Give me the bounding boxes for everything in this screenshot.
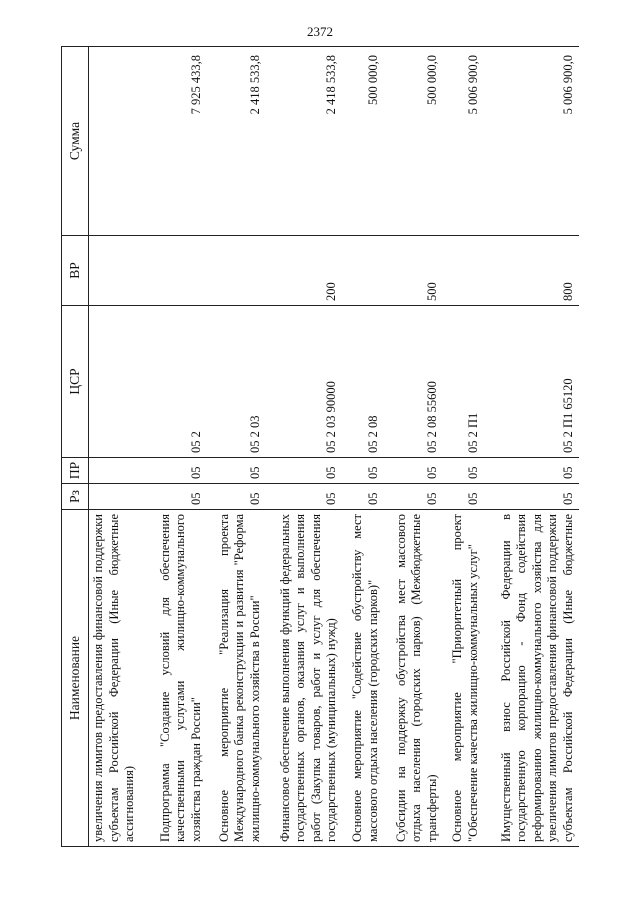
row-pr <box>89 458 149 484</box>
row-rz: 05 <box>443 484 484 510</box>
row-rz: 05 <box>484 484 579 510</box>
header-rz: Рз <box>62 484 89 510</box>
header-name: Наименование <box>62 510 89 847</box>
row-sum: 500 000,0 <box>384 47 443 236</box>
row-sum <box>89 47 149 236</box>
row-name: увеличения лимитов предоставления финансовой поддержки субъектам Российской Федерации (Иные бюджетные ассигнования) <box>89 510 149 847</box>
row-sum: 500 000,0 <box>343 47 384 236</box>
row-sum: 5 006 900,0 <box>443 47 484 236</box>
row-name: Основное мероприятие "Реализация проекта Международного банка реконструкции и развития "Реформа жилищно-коммунального хозяйства в России" <box>207 510 266 847</box>
row-csr: 05 2 03 <box>207 306 266 458</box>
row-csr: 05 2 08 <box>343 306 384 458</box>
row-pr: 05 <box>384 458 443 484</box>
header-vr: ВР <box>62 236 89 306</box>
row-vr: 500 <box>384 236 443 306</box>
row-vr <box>148 236 207 306</box>
row-csr: 05 2 П1 <box>443 306 484 458</box>
table-row <box>484 47 579 847</box>
table-row <box>148 47 207 847</box>
row-csr: 05 2 08 55600 <box>384 306 443 458</box>
row-name: Основное мероприятие "Содействие обустройству мест массового отдыха населения (городских парков)" <box>343 510 384 847</box>
row-name: Основное мероприятие "Приоритетный проект "Обеспечение качества жилищно-коммунальных услуг" <box>443 510 484 847</box>
row-csr: 05 2 П1 65120 <box>484 306 579 458</box>
row-pr: 05 <box>484 458 579 484</box>
row-pr: 05 <box>343 458 384 484</box>
table-row <box>443 47 484 847</box>
page-number: 2372 <box>307 24 333 39</box>
row-rz: 05 <box>343 484 384 510</box>
row-csr: 05 2 <box>148 306 207 458</box>
row-vr <box>443 236 484 306</box>
rotated-page-content <box>61 47 579 847</box>
header-csr: ЦСР <box>62 306 89 458</box>
row-vr <box>343 236 384 306</box>
row-vr <box>89 236 149 306</box>
row-rz: 05 <box>384 484 443 510</box>
row-name: Подпрограмма "Создание условий для обеспечения качественными услугами жилищно-коммунального хозяйства граждан России" <box>148 510 207 847</box>
table-row <box>343 47 384 847</box>
row-csr: 05 2 03 90000 <box>266 306 343 458</box>
table-header-row <box>62 47 89 847</box>
row-vr <box>207 236 266 306</box>
row-name: Субсидии на поддержку обустройства мест массового отдыха населения (городских парков) (Межбюджетные трансферты) <box>384 510 443 847</box>
row-rz <box>89 484 149 510</box>
row-vr: 200 <box>266 236 343 306</box>
budget-table <box>61 46 579 847</box>
table-row <box>89 47 149 847</box>
row-rz: 05 <box>207 484 266 510</box>
row-sum: 2 418 533,8 <box>266 47 343 236</box>
table-row <box>266 47 343 847</box>
row-sum: 7 925 433,8 <box>148 47 207 236</box>
row-vr: 800 <box>484 236 579 306</box>
row-csr <box>89 306 149 458</box>
table-row <box>384 47 443 847</box>
table-row <box>207 47 266 847</box>
row-sum: 2 418 533,8 <box>207 47 266 236</box>
row-sum: 5 006 900,0 <box>484 47 579 236</box>
row-pr: 05 <box>266 458 343 484</box>
header-pr: ПР <box>62 458 89 484</box>
row-pr: 05 <box>148 458 207 484</box>
header-sum: Сумма <box>62 47 89 236</box>
row-name: Имущественный взнос Российской Федерации в государственную корпорацию - Фонд содействия реформированию жилищно-коммунального хозяйства для увеличения лимитов предоставления финансовой поддержки субъектам Российской Федерации (Иные бюджетные <box>484 510 579 847</box>
row-pr: 05 <box>207 458 266 484</box>
row-rz: 05 <box>266 484 343 510</box>
row-pr: 05 <box>443 458 484 484</box>
row-name: Финансовое обеспечение выполнения функций федеральных государственных органов, оказания услуг и выполнения работ (Закупка товаров, работ и услуг для обеспечения государственных (муниципальных) нужд) <box>266 510 343 847</box>
row-rz: 05 <box>148 484 207 510</box>
